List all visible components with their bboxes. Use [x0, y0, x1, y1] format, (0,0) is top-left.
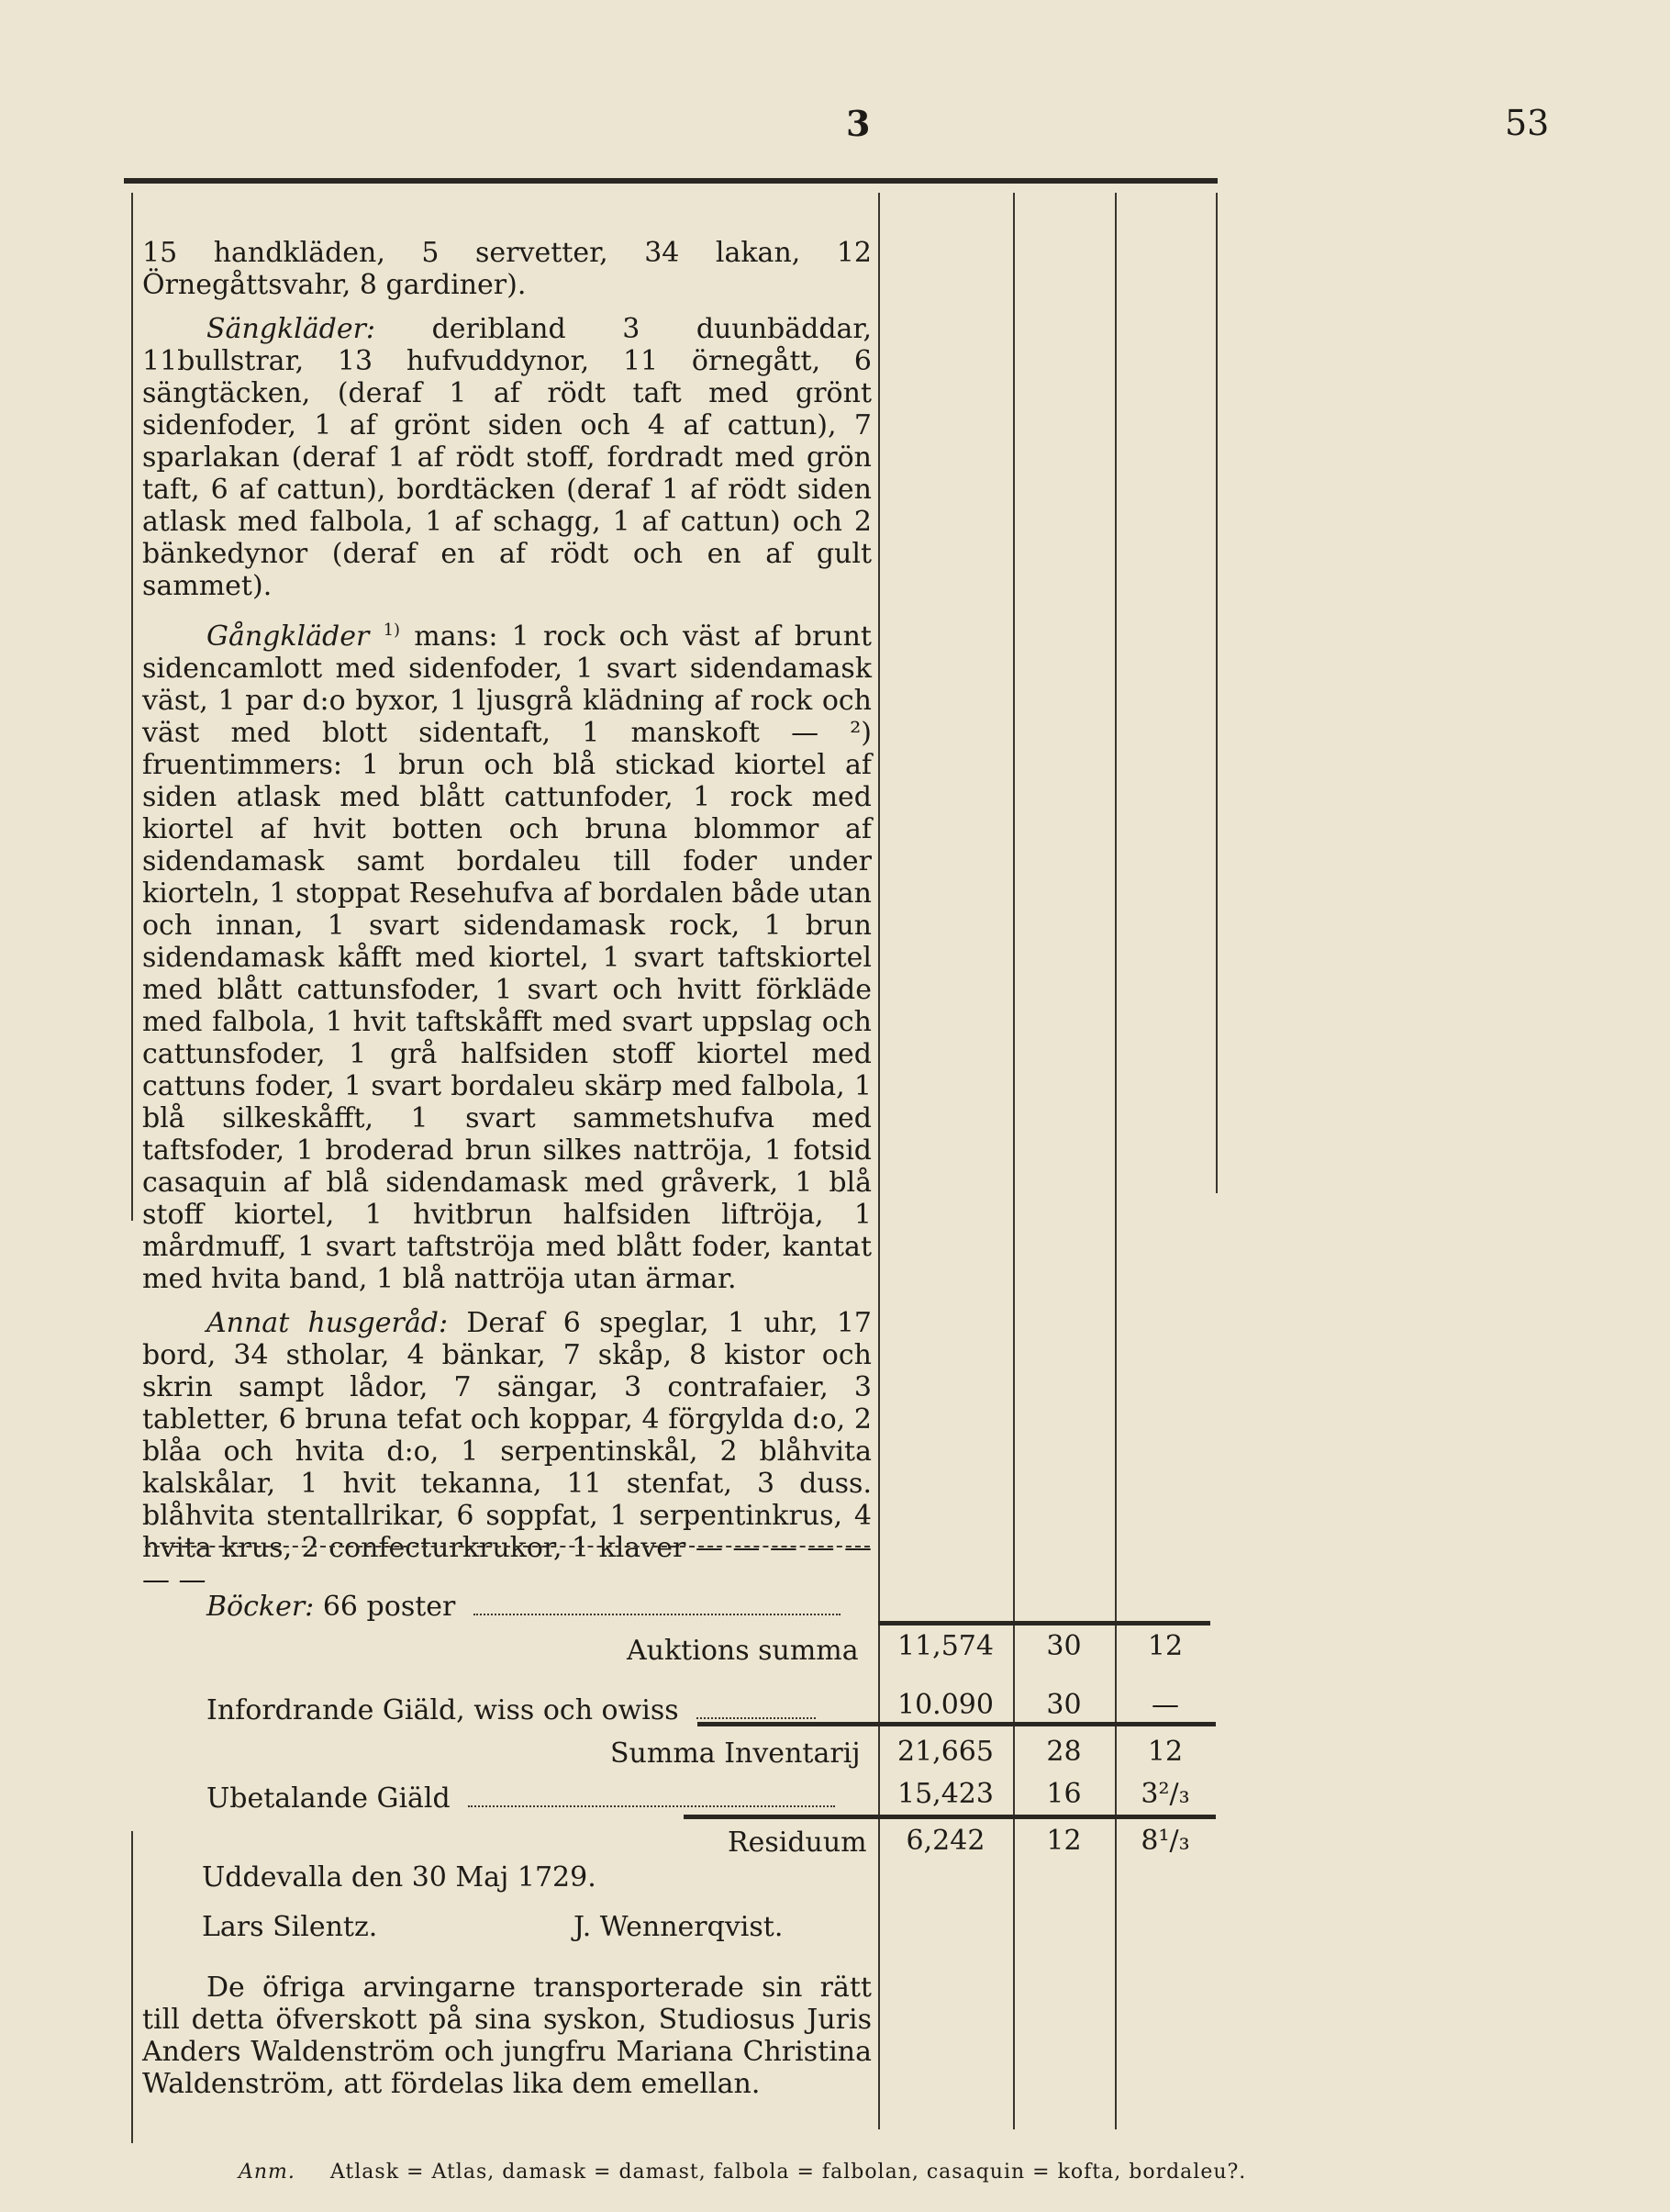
- ledger-residual-c3: 8¹/₃: [1141, 1825, 1190, 1857]
- ledger-residual-c1: 6,242: [906, 1825, 985, 1857]
- inventory-text: [142, 237, 872, 1608]
- ledger-debts-c3: 3²/₃: [1141, 1778, 1190, 1810]
- place-date: Uddevalla den 30 Maj 1729.: [202, 1861, 596, 1894]
- signer-one: Lars Silentz.: [202, 1911, 378, 1943]
- ledger-residual-c2: 12: [1046, 1825, 1082, 1857]
- clothes-label: Gångkläder: [206, 620, 370, 653]
- bedclothes-label: Sängkläder:: [206, 313, 376, 345]
- ledger-rule-1: [878, 1621, 1210, 1625]
- ledger-receivables-row: [206, 1694, 816, 1727]
- left-border: [131, 193, 133, 1221]
- ledger-label-residual: Residuum: [728, 1827, 867, 1859]
- ledger-debts-row: [206, 1782, 835, 1815]
- ledger-receivables-c3: —: [1152, 1689, 1179, 1721]
- inventory-paragraph-household: [142, 1307, 872, 1596]
- books-text: 66 poster: [322, 1591, 456, 1623]
- ledger-auction-c2: 30: [1046, 1630, 1082, 1662]
- footnote-anm: Anm.: [239, 2161, 295, 2184]
- footnote: [239, 2161, 1246, 2184]
- bedclothes-text: deribland 3 duunbäddar, 11bullstrar, 13 hufvuddynor, 11 örnegått, 6 sängtäcken, (deraf 1 af rödt taft med grönt sidenfoder, 1 af grönt siden och 4 af cattun), 7 sparlakan (deraf 1 af rödt stoff, fordradt med grön taft, 6 af cattun), bordtäcken (deraf 1 af rödt siden atlask med falbola, 1 af schagg, 1 af cattun) och 2 bänkedynor (deraf en af rödt och en af gult sammet).: [142, 313, 872, 602]
- ledger-label-receivables: Infordrande Giäld, wiss och owiss: [206, 1694, 679, 1726]
- dashed-separator: [145, 1546, 870, 1547]
- signer-two: J. Wennerqvist.: [573, 1911, 784, 1943]
- household-label: Annat husgeråd:: [206, 1307, 449, 1339]
- household-text: Deraf 6 speglar, 1 uhr, 17 bord, 34 stholar, 4 bänkar, 7 skåp, 8 kistor och skrin sampt lådor, 7 sängar, 3 contrafaier, 3 tabletter, 6 bruna tefat och koppar, 4 förgylda d:o, 2 blåa och hvita d:o, 1 serpentinskål, 2 blåhvita kalskålar, 1 hvit tekanna, 11 stenfat, 3 duss. blåhvita stentallrikar, 6 soppfat, 1 serpentinkrus, 4 hvita krus, 2 confecturkrukor, 1 klaver — — — — — — —: [142, 1307, 873, 1596]
- inventory-paragraph-linen: 15 handkläden, 5 servetter, 34 lakan, 12 Örnegåttsvahr, 8 gardiner).: [142, 237, 872, 301]
- inventory-paragraph-bedclothes: [142, 313, 872, 602]
- ledger-total-c1: 21,665: [897, 1736, 994, 1768]
- ledger-label-debts: Ubetalande Giäld: [206, 1782, 451, 1815]
- debts-leader: [468, 1805, 835, 1807]
- ledger-total-c3: 12: [1147, 1736, 1184, 1768]
- ledger-auction-c1: 11,574: [897, 1630, 994, 1662]
- ledger-receivables-c2: 30: [1046, 1689, 1082, 1721]
- top-rule: [124, 178, 1218, 184]
- left-border-lower: [131, 1831, 133, 2143]
- ledger-debts-c1: 15,423: [897, 1778, 994, 1810]
- books-label: Böcker:: [206, 1591, 315, 1623]
- ledger-total-c2: 28: [1046, 1736, 1082, 1768]
- inventory-paragraph-clothes: [142, 614, 872, 1295]
- ledger-auction-c3: 12: [1147, 1630, 1184, 1662]
- signature-mark: 3: [846, 103, 871, 144]
- ledger-debts-c2: 16: [1046, 1778, 1082, 1810]
- closing-paragraph-text: De öfriga arvingarne transporterade sin rätt till detta öfverskott på sina syskon, Studiosus Juris Anders Waldenström och jungfru Mariana Christina Waldenström, att fördelas lika dem emellan.: [142, 1972, 872, 2100]
- closing-paragraph: [142, 1972, 872, 2100]
- ledger-receivables-c1: 10.090: [897, 1689, 994, 1721]
- footnote-text: Atlask = Atlas, damask = damast, falbola = falbolan, casaquin = kofta, bordaleu?.: [329, 2161, 1247, 2184]
- receivables-leader: [696, 1717, 816, 1719]
- books-row: [206, 1591, 841, 1624]
- clothes-text: mans: 1 rock och väst af brunt sidencamlott med sidenfoder, 1 svart sidendamask väst, 1 par d:o byxor, 1 ljusgrå klädning af rock och väst med blott sidentaft, 1 manskoft — ²) fruentimmers: 1 brun och blå stickad kiortel af siden atlask med blått cattunfoder, 1 rock med kiortel af hvit botten och bruna blommor af sidendamask samt bordaleu till foder under kiorteln, 1 stoppat Resehufva af bordalen både utan och innan, 1 svart sidendamask rock, 1 brun sidendamask kåfft med kiortel, 1 svart taftskiortel med blått cattunsfoder, 1 svart och hvitt förkläde med falbola, 1 hvit taftskåfft med svart uppslag och cattunsfoder, 1 grå halfsiden stoff kiortel med cattuns foder, 1 svart bordaleu skärp med falbola, 1 blå silkeskåfft, 1 svart sammetshufva med taftsfoder, 1 broderad brun silkes nattröja, 1 fotsid casaquin af blå sidendamask med gråverk, 1 blå stoff kiortel, 1 hvitbrun halfsiden liftröja, 1 mårdmuff, 1 svart taftströja med blått foder, kantat med hvita band, 1 blå nattröja utan ärmar.: [142, 620, 872, 1295]
- ledger-label-auction: Auktions summa: [627, 1635, 859, 1667]
- clothes-footnote-marker: 1): [383, 620, 401, 640]
- right-border: [1216, 193, 1218, 1193]
- books-leader: [473, 1614, 841, 1615]
- page-number: 53: [1505, 103, 1550, 143]
- ledger-label-total: Summa Inventarij: [610, 1737, 861, 1770]
